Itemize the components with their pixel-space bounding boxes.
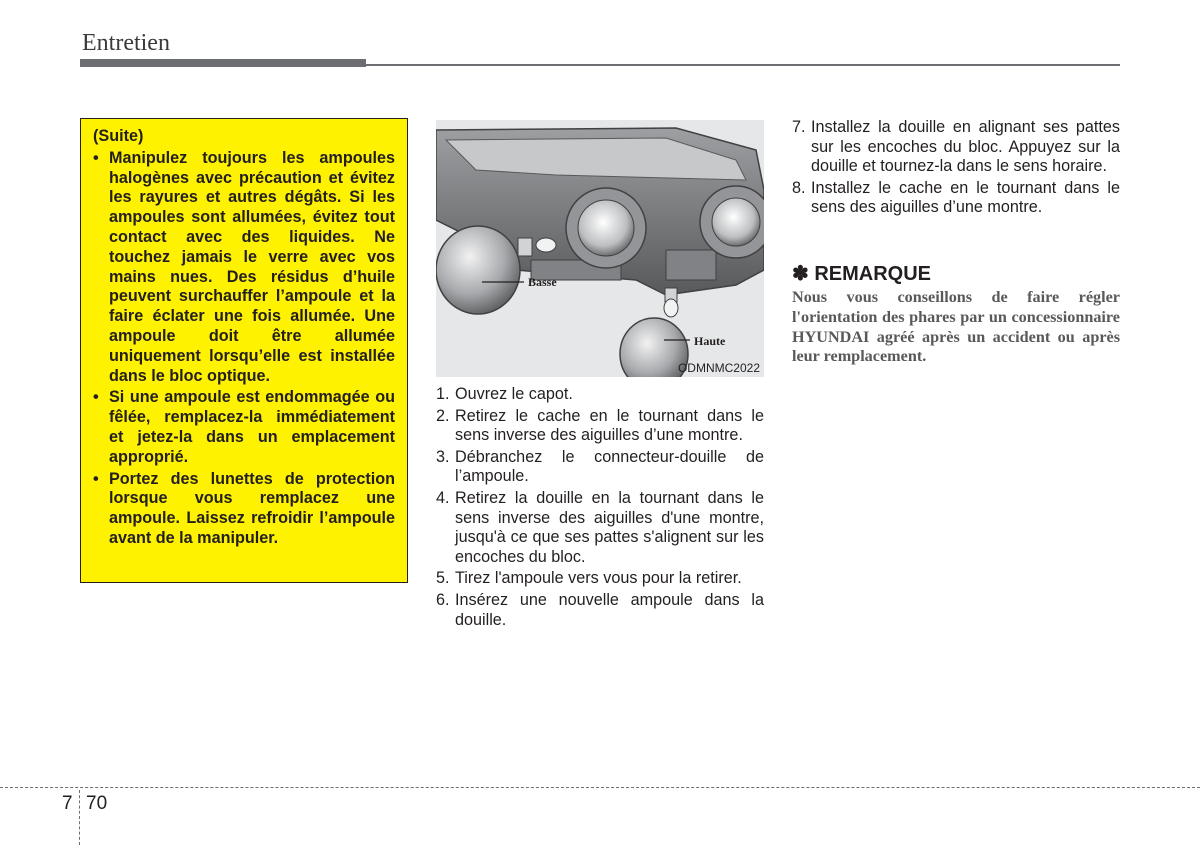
steps-list-left [436, 385, 764, 632]
step-number: 8. [792, 178, 806, 197]
low-beam-cap-shape [436, 226, 520, 314]
warning-item-text: Portez des lunettes de protection lorsque vous remplacez une ampoule. Laissez refroidir l’ampoule avant de la manipuler. [109, 469, 395, 547]
step-item [792, 179, 1120, 218]
warning-list [93, 149, 395, 549]
header-rule-thick [80, 59, 366, 67]
step-item [436, 489, 764, 567]
step-item [436, 448, 764, 487]
bullet-icon: • [93, 148, 99, 167]
step-item [792, 118, 1120, 177]
warning-item-text: Si une ampoule est endommagée ou fêlée, remplacez-la immédiatement et jetez-la dans un emplacement approprié. [109, 388, 395, 466]
warning-item [93, 388, 395, 467]
label-low-beam: Basse [528, 275, 557, 289]
bullet-icon: • [93, 388, 99, 407]
step-text: Retirez le cache en le tournant dans le sens inverse des aiguilles d’une montre. [455, 406, 764, 445]
step-text: Tirez l'ampoule vers vous pour la retirer. [455, 569, 742, 588]
high-beam-bulb-shape [664, 288, 678, 317]
page-header-title: Entretien [82, 30, 170, 56]
step-number: 5. [436, 569, 450, 588]
step-text: Installez la douille en alignant ses pattes sur les encoches du bloc. Appuyez sur la douille et tournez-la dans le sens horaire. [811, 118, 1120, 176]
step-number: 7. [792, 118, 806, 136]
step-item [436, 569, 764, 589]
step-number: 2. [436, 406, 450, 425]
warning-box [80, 118, 408, 583]
step-number: 6. [436, 590, 450, 609]
step-number: 4. [436, 488, 450, 507]
step-text: Insérez une nouvelle ampoule dans la douille. [455, 590, 764, 629]
step-number: 3. [436, 447, 450, 466]
steps-list-right [792, 118, 1120, 220]
label-high-beam: Haute [694, 334, 726, 348]
warning-item [93, 149, 395, 387]
step-text: Retirez la douille en la tournant dans le sens inverse des aiguilles d'une montre, jusqu'à ce que ses pattes s'alignent sur les encoches du bloc. [455, 488, 764, 566]
remark-title: ✽ REMARQUE [792, 263, 931, 285]
warning-item-text: Manipulez toujours les ampoules halogènes avec précaution et évitez les rayures et autres dégâts. Si les ampoules sont allumées, évitez tout contact avec des liquides. Ne touchez jamais le verre avec vos mains nues. Des résidus d’huile peuvent surchauffer l’ampoule et la faire éclater une fois allumée. Une ampoule doit être allumée uniquement lorsqu’elle est installée dans le bloc optique. [109, 148, 395, 385]
step-text: Débranchez le connecteur-douille de l’ampoule. [455, 447, 764, 486]
chapter-number: 7 [62, 793, 73, 814]
step-text: Ouvrez le capot. [455, 385, 573, 403]
footer-divider [0, 787, 1200, 788]
warning-item [93, 470, 395, 549]
step-item [436, 385, 764, 405]
remark-body: Nous vous conseillons de faire régler l'orientation des phares par un concessionnaire HYUNDAI agréé après un accident ou après leur remplacement. [792, 288, 1120, 366]
step-item [436, 591, 764, 630]
figure-code: ODMNMC2022 [677, 361, 760, 375]
header-rule-thin [366, 64, 1120, 66]
step-number: 1. [436, 385, 450, 403]
bullet-icon: • [93, 469, 99, 488]
headlamp-figure [436, 120, 764, 377]
warning-heading: (Suite) [93, 127, 144, 145]
page-number: 70 [86, 793, 108, 814]
step-text: Installez le cache en le tournant dans le sens des aiguilles d’une montre. [811, 178, 1120, 217]
footer-vertical-divider [79, 790, 80, 845]
headlamp-illustration [436, 120, 764, 377]
step-item [436, 407, 764, 446]
